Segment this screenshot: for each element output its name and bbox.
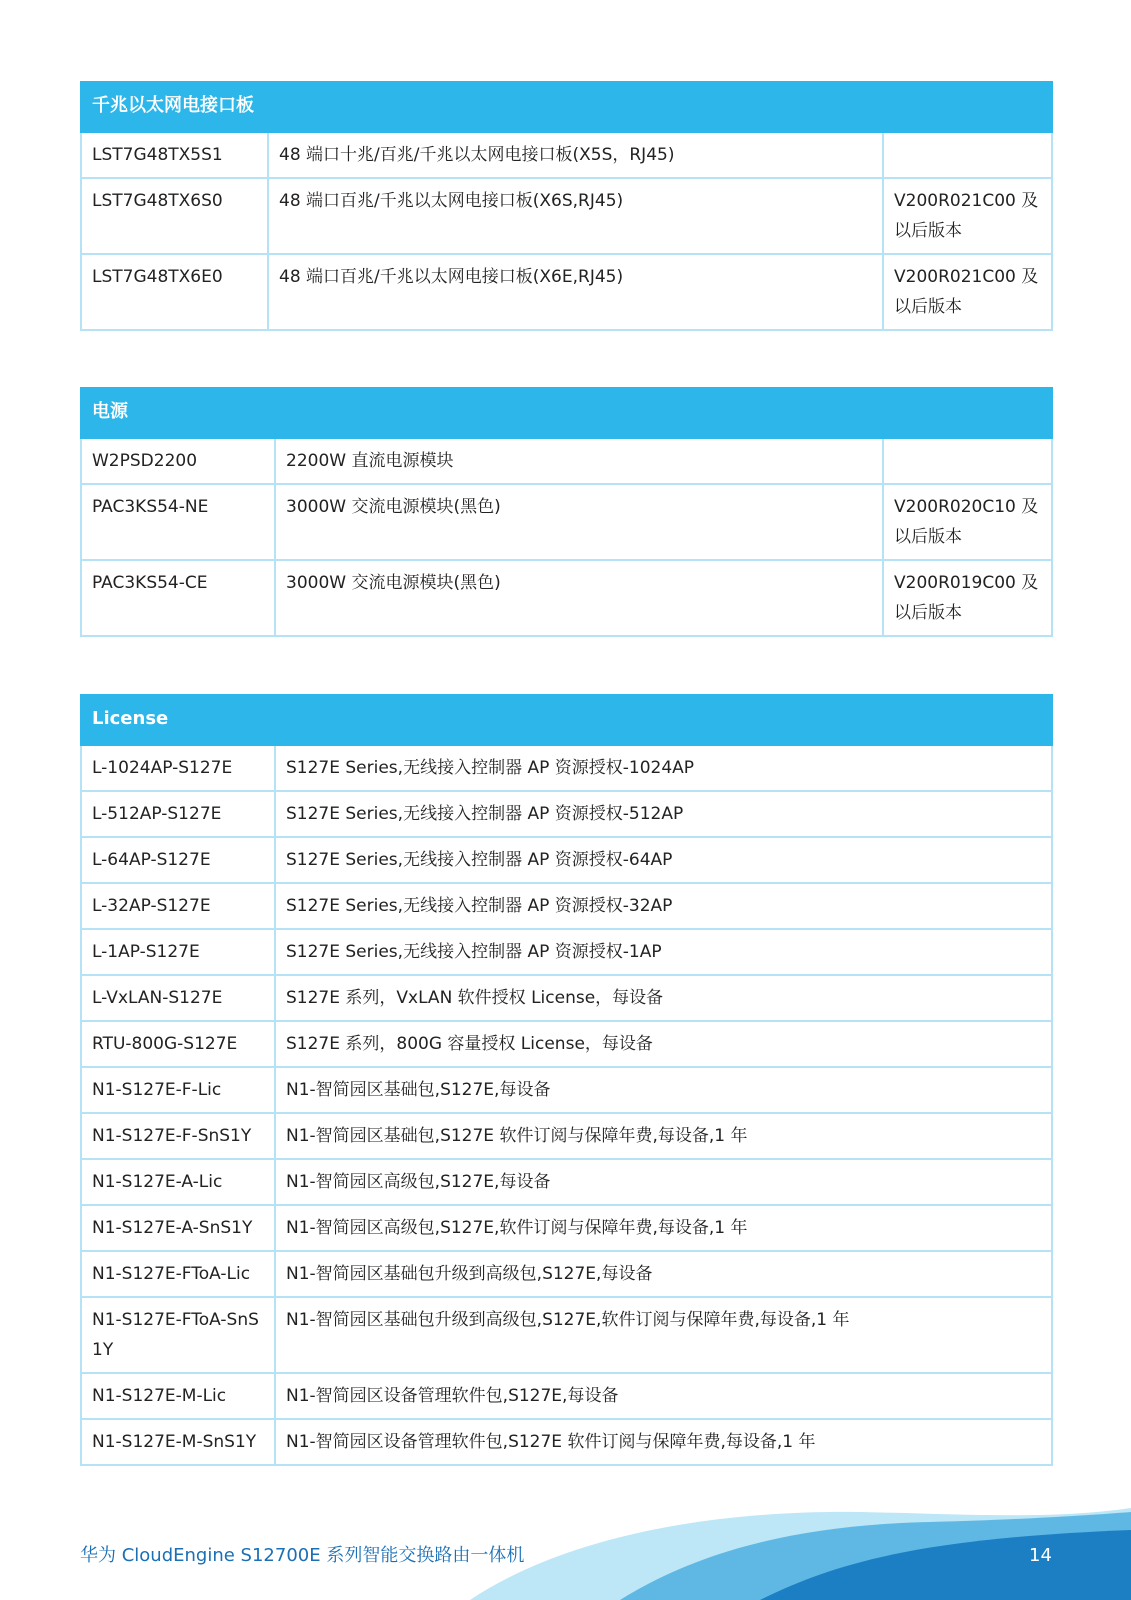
model-cell: LST7G48TX6S0 [81,178,268,254]
table-row [81,132,1052,178]
table-header-row [81,695,1052,745]
table-row [81,560,1052,636]
description-cell: N1-智简园区高级包,S127E,每设备 [275,1159,1052,1205]
model-cell: PAC3KS54-CE [81,560,275,636]
page-number: 14 [1029,1545,1052,1566]
table-row [81,484,1052,560]
model-cell: L-32AP-S127E [81,883,275,929]
description-cell: 48 端口百兆/千兆以太网电接口板(X6E,RJ45) [268,254,883,330]
version-cell: V200R021C00 及以后版本 [883,178,1052,254]
model-cell: N1-S127E-F-SnS1Y [81,1113,275,1159]
version-cell: V200R019C00 及以后版本 [883,560,1052,636]
version-cell [883,132,1052,178]
description-cell: N1-智简园区基础包,S127E,每设备 [275,1067,1052,1113]
table-header-row [81,82,1052,132]
description-cell: 3000W 交流电源模块(黑色) [275,484,883,560]
description-cell: N1-智简园区基础包升级到高级包,S127E,每设备 [275,1251,1052,1297]
table-row [81,883,1052,929]
version-cell [883,438,1052,484]
table-row [81,1373,1052,1419]
model-cell: L-64AP-S127E [81,837,275,883]
model-cell: N1-S127E-M-SnS1Y [81,1419,275,1465]
description-cell: 48 端口十兆/百兆/千兆以太网电接口板(X5S，RJ45) [268,132,883,178]
table-title: 千兆以太网电接口板 [81,82,1052,132]
table-row [81,1419,1052,1465]
model-cell: N1-S127E-FToA-Lic [81,1251,275,1297]
model-cell: N1-S127E-A-SnS1Y [81,1205,275,1251]
table-row [81,975,1052,1021]
model-cell: L-1024AP-S127E [81,745,275,791]
table-row [81,1021,1052,1067]
table-row [81,1297,1052,1373]
model-cell: N1-S127E-F-Lic [81,1067,275,1113]
description-cell: N1-智简园区高级包,S127E,软件订阅与保障年费,每设备,1 年 [275,1205,1052,1251]
description-cell: 48 端口百兆/千兆以太网电接口板(X6S,RJ45) [268,178,883,254]
model-cell: L-1AP-S127E [81,929,275,975]
description-cell: N1-智简园区设备管理软件包,S127E 软件订阅与保障年费,每设备,1 年 [275,1419,1052,1465]
model-cell: L-VxLAN-S127E [81,975,275,1021]
model-cell: N1-S127E-FToA-SnS1Y [81,1297,275,1373]
description-cell: S127E Series,无线接入控制器 AP 资源授权-32AP [275,883,1052,929]
description-cell: 2200W 直流电源模块 [275,438,883,484]
table-row [81,791,1052,837]
model-cell: N1-S127E-A-Lic [81,1159,275,1205]
table-gigabit-electrical-boards [80,81,1053,331]
model-cell: L-512AP-S127E [81,791,275,837]
table-row [81,254,1052,330]
description-cell: S127E Series,无线接入控制器 AP 资源授权-64AP [275,837,1052,883]
table-power-supplies [80,387,1053,637]
description-cell: S127E 系列，VxLAN 软件授权 License，每设备 [275,975,1052,1021]
model-cell: W2PSD2200 [81,438,275,484]
description-cell: N1-智简园区基础包升级到高级包,S127E,软件订阅与保障年费,每设备,1 年 [275,1297,1052,1373]
table-row [81,178,1052,254]
table-row [81,1067,1052,1113]
description-cell: S127E Series,无线接入控制器 AP 资源授权-1024AP [275,745,1052,791]
model-cell: PAC3KS54-NE [81,484,275,560]
description-cell: S127E Series,无线接入控制器 AP 资源授权-512AP [275,791,1052,837]
model-cell: RTU-800G-S127E [81,1021,275,1067]
table-license [80,694,1053,1466]
description-cell: S127E Series,无线接入控制器 AP 资源授权-1AP [275,929,1052,975]
version-cell: V200R020C10 及以后版本 [883,484,1052,560]
model-cell: N1-S127E-M-Lic [81,1373,275,1419]
table-row [81,1251,1052,1297]
table-row [81,438,1052,484]
table-title: 电源 [81,388,883,438]
description-cell: 3000W 交流电源模块(黑色) [275,560,883,636]
table-row [81,1113,1052,1159]
model-cell: LST7G48TX5S1 [81,132,268,178]
table-header-row [81,388,1052,438]
table-row [81,745,1052,791]
table-row [81,1205,1052,1251]
table-row [81,837,1052,883]
description-cell: S127E 系列，800G 容量授权 License，每设备 [275,1021,1052,1067]
model-cell: LST7G48TX6E0 [81,254,268,330]
table-row [81,1159,1052,1205]
description-cell: N1-智简园区设备管理软件包,S127E,每设备 [275,1373,1052,1419]
table-row [81,929,1052,975]
description-cell: N1-智简园区基础包,S127E 软件订阅与保障年费,每设备,1 年 [275,1113,1052,1159]
footer-document-title: 华为 CloudEngine S12700E 系列智能交换路由一体机 [80,1545,525,1566]
version-cell: V200R021C00 及以后版本 [883,254,1052,330]
table-header-empty [883,388,1052,438]
table-title: License [81,695,1052,745]
